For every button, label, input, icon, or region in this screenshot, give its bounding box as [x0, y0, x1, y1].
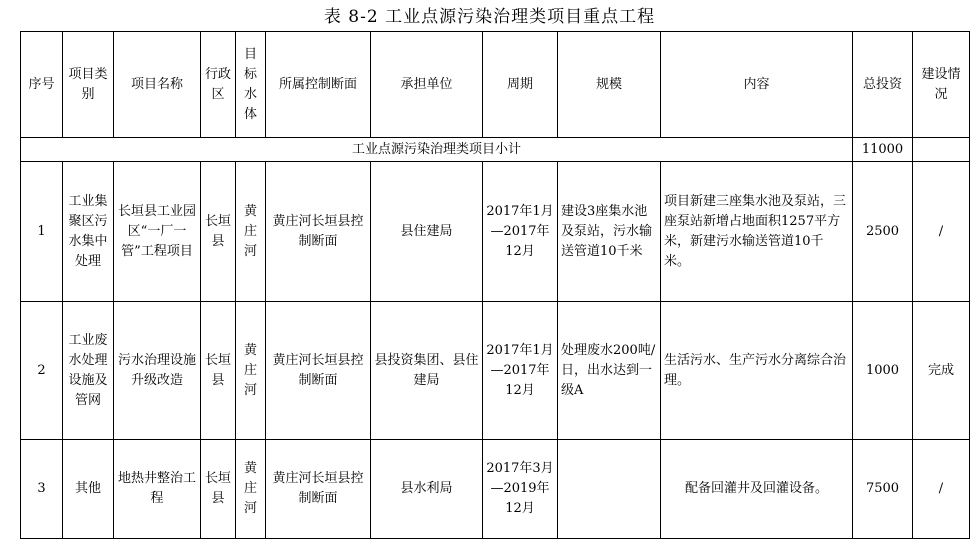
cell-investment: 2500: [853, 162, 913, 302]
cell-period: 2017年1月—2017年12月: [483, 162, 558, 302]
table-row: [21, 440, 970, 539]
cell-scale: 处理废水200吨/日，出水达到一级A: [558, 302, 661, 440]
cell-district: 长垣县: [201, 162, 236, 302]
cell-water: 黄庄河: [236, 162, 266, 302]
cell-unit: 县投资集团、县住建局: [371, 302, 483, 440]
header-cell: 建设情况: [913, 32, 970, 138]
cell-period: 2017年1月—2017年12月: [483, 302, 558, 440]
header-cell: 行政区: [201, 32, 236, 138]
cell-water: 黄庄河: [236, 440, 266, 539]
header-cell: 总投资: [853, 32, 913, 138]
table-row: [21, 302, 970, 440]
subtotal-label: 工业点源污染治理类项目小计: [21, 138, 853, 162]
cell-investment: 7500: [853, 440, 913, 539]
cell-category: 工业废水处理设施及管网: [63, 302, 114, 440]
header-cell: 规模: [558, 32, 661, 138]
header-cell: 项目名称: [114, 32, 201, 138]
cell-water: 黄庄河: [236, 302, 266, 440]
cell-category: 其他: [63, 440, 114, 539]
project-table: [20, 31, 970, 539]
cell-content: 项目新建三座集水池及泵站，三座泵站新增占地面积1257平方米，新建污水输送管道10千米。: [661, 162, 853, 302]
header-cell: 内容: [661, 32, 853, 138]
cell-category: 工业集聚区污水集中处理: [63, 162, 114, 302]
cell-unit: 县住建局: [371, 162, 483, 302]
cell-period: 2017年3月—2019年12月: [483, 440, 558, 539]
cell-name: 地热井整治工程: [114, 440, 201, 539]
cell-district: 长垣县: [201, 440, 236, 539]
cell-no: 2: [21, 302, 63, 440]
cell-status: /: [913, 162, 970, 302]
cell-scale: 建设3座集水池及泵站，污水输送管道10千米: [558, 162, 661, 302]
header-cell: 周期: [483, 32, 558, 138]
cell-content: 生活污水、生产污水分离综合治理。: [661, 302, 853, 440]
cell-unit: 县水利局: [371, 440, 483, 539]
cell-section: 黄庄河长垣县控制断面: [266, 162, 371, 302]
table-row: [21, 162, 970, 302]
cell-status: /: [913, 440, 970, 539]
header-cell: 项目类别: [63, 32, 114, 138]
cell-content: 配备回灌井及回灌设备。: [661, 440, 853, 539]
header-cell: 所属控制断面: [266, 32, 371, 138]
subtotal-total: 11000: [853, 138, 913, 162]
cell-name: 污水治理设施升级改造: [114, 302, 201, 440]
cell-section: 黄庄河长垣县控制断面: [266, 440, 371, 539]
cell-scale: [558, 440, 661, 539]
cell-no: 3: [21, 440, 63, 539]
cell-district: 长垣县: [201, 302, 236, 440]
subtotal-empty: [913, 138, 970, 162]
header-cell: 序号: [21, 32, 63, 138]
header-cell: 承担单位: [371, 32, 483, 138]
cell-name: 长垣县工业园区“一厂一管”工程项目: [114, 162, 201, 302]
cell-section: 黄庄河长垣县控制断面: [266, 302, 371, 440]
header-cell: 目标水体: [236, 32, 266, 138]
table-title: 表 8-2 工业点源污染治理类项目重点工程: [323, 7, 656, 27]
cell-investment: 1000: [853, 302, 913, 440]
cell-status: 完成: [913, 302, 970, 440]
subtotal-row: [21, 138, 970, 162]
cell-no: 1: [21, 162, 63, 302]
header-row: [21, 32, 970, 138]
